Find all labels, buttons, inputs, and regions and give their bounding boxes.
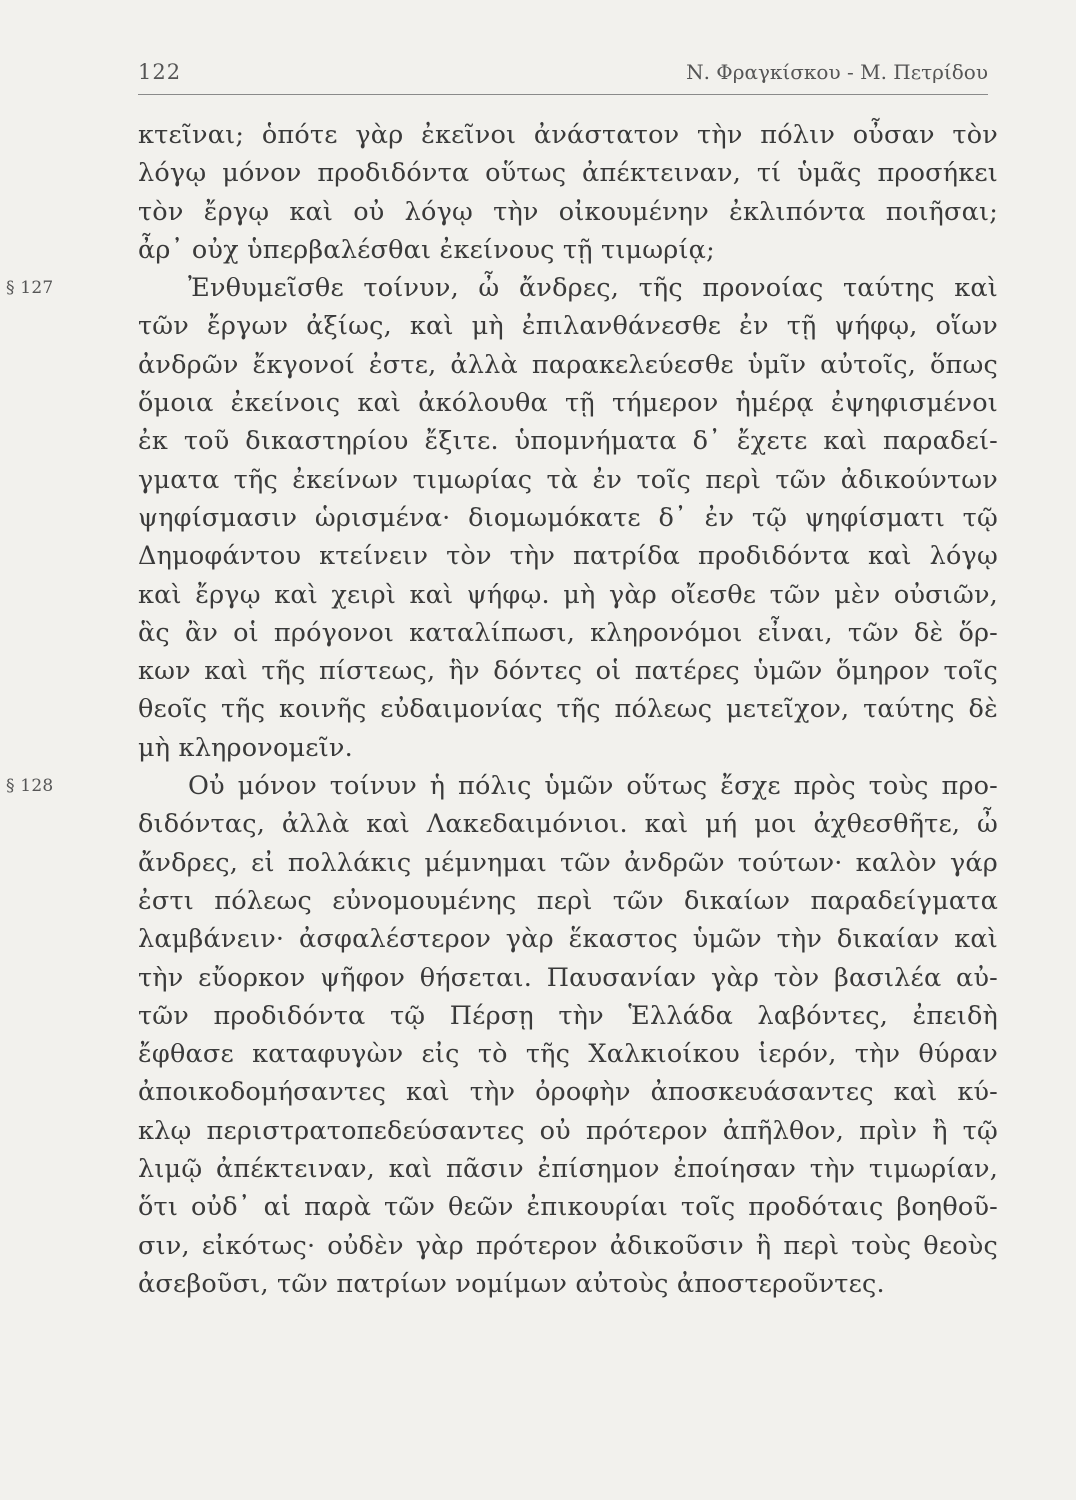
line-text: ἐστι πόλεως εὐνομουμένης περὶ τῶν δικαίων παραδείγματα — [138, 885, 998, 916]
line-text: λαμβάνειν· ἀσφαλέστερον γὰρ ἕκαστος ὑμῶν τὴν δικαίαν καὶ — [138, 924, 998, 955]
text-line — [138, 307, 998, 345]
text-line — [138, 997, 998, 1035]
line-text: Δημοφάντου κτείνειν τὸν τὴν πατρίδα προδιδόντα καὶ λόγῳ — [138, 541, 998, 572]
text-line — [138, 652, 998, 690]
page-number: 122 — [138, 60, 182, 84]
text-line — [138, 1265, 998, 1303]
line-text: τῶν ἔργων ἀξίως, καὶ μὴ ἐπιλανθάνεσθε ἐν τῇ ψήφῳ, οἵων — [138, 311, 998, 342]
running-title: Ν. Φραγκίσκου - Μ. Πετρίδου — [686, 60, 988, 84]
line-text: μὴ κληρονομεῖν. — [138, 732, 353, 763]
line-text: τὸν ἔργῳ καὶ οὐ λόγῳ τὴν οἰκουμένην ἐκλιπόντα ποιῆσαι; — [138, 196, 998, 227]
line-text: σιν, εἰκότως· οὐδὲν γὰρ πρότερον ἀδικοῦσιν ἢ περὶ τοὺς θεοὺς — [138, 1230, 998, 1261]
text-line — [138, 1073, 998, 1111]
line-text: λιμῷ ἀπέκτειναν, καὶ πᾶσιν ἐπίσημον ἐποίησαν τὴν τιμωρίαν, — [138, 1154, 998, 1185]
text-line — [138, 805, 998, 843]
line-text: ὅμοια ἐκείνοις καὶ ἀκόλουθα τῇ τήμερον ἡμέρᾳ ἐψηφισμένοι — [138, 388, 998, 419]
line-text: Ἐνθυμεῖσθε τοίνυν, ὦ ἄνδρες, τῆς προνοίας ταύτης καὶ — [188, 273, 998, 304]
line-text: τῶν προδιδόντα τῷ Πέρσῃ τὴν Ἑλλάδα λαβόντες, ἐπειδὴ — [138, 1000, 998, 1031]
line-text: καὶ ἔργῳ καὶ χειρὶ καὶ ψήφῳ. μὴ γὰρ οἴεσθε τῶν μὲν οὐσιῶν, — [138, 579, 998, 610]
text-line — [138, 537, 998, 575]
text-line — [138, 384, 998, 422]
line-text: κλῳ περιστρατοπεδεύσαντες οὐ πρότερον ἀπῆλθον, πρὶν ἢ τῷ — [138, 1115, 998, 1146]
text-line — [138, 844, 998, 882]
line-text: γματα τῆς ἐκείνων τιμωρίας τὰ ἐν τοῖς περὶ τῶν ἀδικούντων — [138, 464, 998, 495]
text-line — [138, 154, 998, 192]
line-text: ἄνδρες, εἰ πολλάκις μέμνημαι τῶν ἀνδρῶν τούτων· καλὸν γάρ — [138, 847, 998, 878]
text-line — [138, 231, 998, 269]
line-text: τὴν εὔορκον ψῆφον θήσεται. Παυσανίαν γὰρ τὸν βασιλέα αὐ- — [138, 962, 998, 993]
line-text: ἀποικοδομήσαντες καὶ τὴν ὀροφὴν ἀποσκευάσαντες καὶ κύ- — [138, 1077, 998, 1108]
text-line — [138, 576, 998, 614]
text-line — [138, 346, 998, 384]
text-line — [138, 461, 998, 499]
line-text: ἆρ᾽ οὐχ ὑπερβαλέσθαι ἐκείνους τῇ τιμωρίᾳ; — [138, 234, 715, 265]
line-text: ὅτι οὐδ᾽ αἱ παρὰ τῶν θεῶν ἐπικουρίαι τοῖς προδόταις βοηθοῦ- — [138, 1192, 998, 1223]
line-text: θεοῖς τῆς κοινῆς εὐδαιμονίας τῆς πόλεως μετεῖχον, ταύτης δὲ — [138, 694, 998, 725]
line-text: διδόντας, ἀλλὰ καὶ Λακεδαιμόνιοι. καὶ μή μοι ἀχθεσθῆτε, ὦ — [138, 809, 998, 840]
text-line — [138, 116, 998, 154]
line-text: κτεῖναι; ὁπότε γὰρ ἐκεῖνοι ἀνάστατον τὴν πόλιν οὖσαν τὸν — [138, 120, 998, 150]
text-line — [138, 614, 998, 652]
text-line — [138, 882, 998, 920]
line-text: ψηφίσμασιν ὡρισμένα· διομωμόκατε δ᾽ ἐν τῷ ψηφίσματι τῷ — [138, 502, 998, 533]
line-text: κων καὶ τῆς πίστεως, ἣν δόντες οἱ πατέρες ὑμῶν ὅμηρον τοῖς — [138, 656, 998, 687]
line-text: ἀνδρῶν ἔκγονοί ἐστε, ἀλλὰ παρακελεύεσθε ὑμῖν αὐτοῖς, ὅπως — [138, 349, 998, 380]
running-head — [138, 60, 988, 95]
text-line — [138, 729, 998, 767]
text-line — [6, 269, 998, 307]
text-line — [138, 422, 998, 460]
text-line — [138, 1150, 998, 1188]
text-line — [138, 1227, 998, 1265]
text-line — [138, 1035, 998, 1073]
text-line — [138, 1112, 998, 1150]
text-line — [138, 959, 998, 997]
line-text: ἀσεβοῦσι, τῶν πατρίων νομίμων αὐτοὺς ἀποστεροῦντες. — [138, 1268, 885, 1299]
line-text: ἔφθασε καταφυγὼν εἰς τὸ τῆς Χαλκιοίκου ἱερόν, τὴν θύραν — [138, 1039, 998, 1070]
text-line — [138, 690, 998, 728]
section-marker: § 128 — [6, 776, 54, 797]
section-marker: § 127 — [6, 278, 54, 299]
text-line — [138, 1188, 998, 1226]
body-text — [6, 116, 998, 1303]
text-line — [6, 767, 998, 805]
line-text: ἃς ἂν οἱ πρόγονοι καταλίπωσι, κληρονόμοι εἶναι, τῶν δὲ ὅρ- — [138, 617, 998, 648]
text-line — [138, 193, 998, 231]
text-line — [138, 920, 998, 958]
line-text: ἐκ τοῦ δικαστηρίου ἔξιτε. ὑπομνήματα δ᾽ ἔχετε καὶ παραδεί- — [138, 426, 998, 457]
line-text: Οὐ μόνον τοίνυν ἡ πόλις ὑμῶν οὕτως ἔσχε πρὸς τοὺς προ- — [188, 771, 998, 802]
text-line — [138, 499, 998, 537]
line-text: λόγῳ μόνον προδιδόντα οὕτως ἀπέκτειναν, τί ὑμᾶς προσήκει — [138, 158, 998, 189]
